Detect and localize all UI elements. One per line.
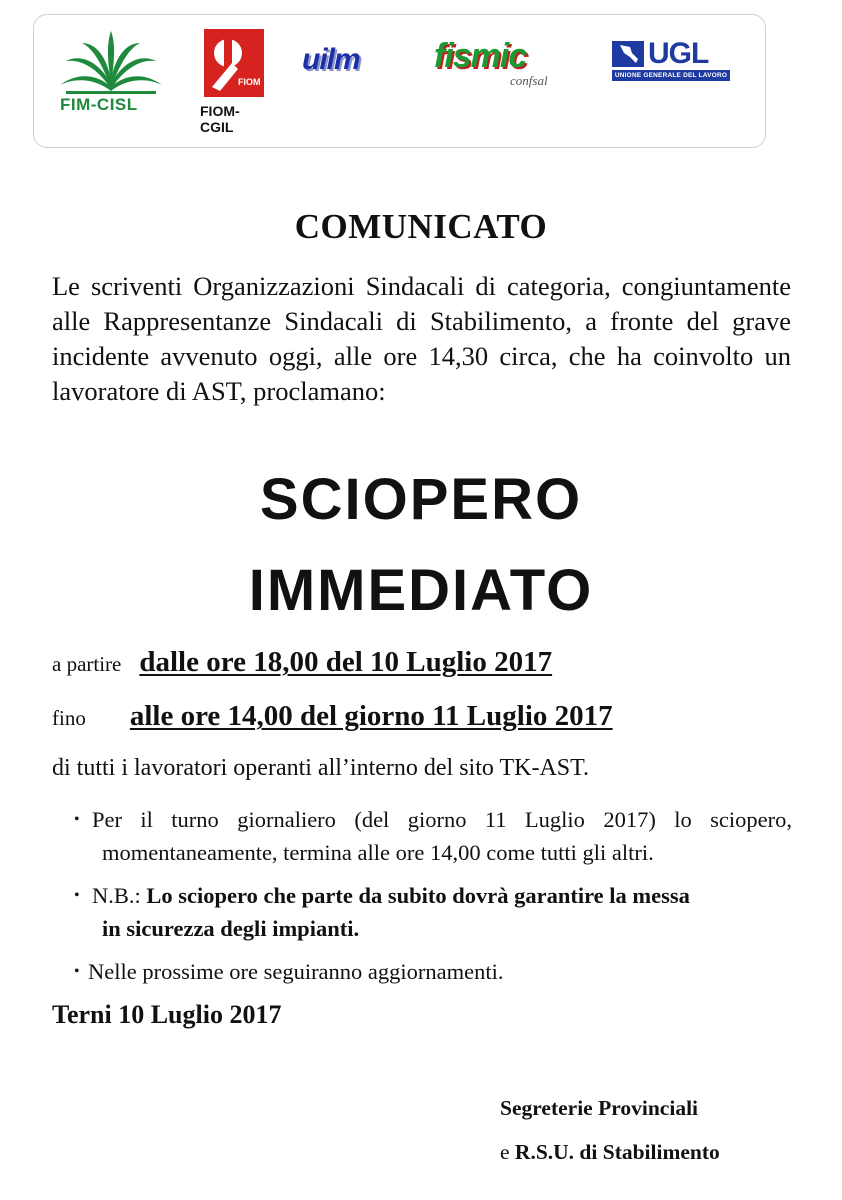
signature-prefix: e — [500, 1140, 510, 1164]
nb-text-line2: in sicurezza degli impianti. — [102, 916, 360, 941]
ugl-label: UGL — [648, 37, 709, 70]
end-prefix: fino — [52, 706, 86, 730]
bullet-dot-icon: • — [74, 963, 80, 980]
uilm-logo — [296, 41, 406, 91]
document-title: COMUNICATO — [294, 207, 548, 246]
end-value: alle ore 14,00 del giorno 11 Luglio 2017 — [129, 700, 613, 732]
signature-line2 — [500, 1140, 720, 1165]
start-value: dalle ore 18,00 del 10 Luglio 2017 — [139, 646, 553, 678]
fismic-label: fismic — [434, 37, 527, 75]
ugl-logo — [612, 39, 732, 91]
fiom-badge-text: FIOM — [238, 77, 261, 87]
strike-heading-line1: SCIOPERO — [259, 467, 583, 532]
strike-heading-line2: IMMEDIATO — [248, 558, 594, 623]
bullet-dot-icon: • — [74, 887, 80, 904]
workers-scope-text: di tutti i lavoratori operanti all’interno del sito TK-AST. — [52, 755, 589, 781]
fim-cisl-logo — [56, 29, 166, 119]
start-time-line — [52, 646, 552, 679]
end-time-line — [52, 700, 613, 733]
fismic-logo — [432, 37, 582, 97]
signature-rsu: R.S.U. di Stabilimento — [514, 1140, 720, 1164]
fim-flower-icon — [56, 29, 166, 99]
bullet-nb-line1 — [74, 879, 792, 912]
signature-line1: Segreterie Provinciali — [500, 1096, 699, 1120]
italy-map-icon — [612, 39, 646, 69]
nb-label: N.B.: — [92, 883, 141, 908]
bullet-dot-icon: • — [74, 811, 80, 828]
union-logos-panel — [33, 14, 766, 148]
uilm-label: uilm — [302, 43, 360, 76]
ugl-strip-label: UNIONE GENERALE DEL LAVORO — [612, 70, 730, 81]
bullet-shift-line2: momentaneamente, termina alle ore 14,00 come tutti gli altri. — [102, 840, 654, 865]
nb-text-line1: Lo sciopero che parte da subito dovrà garantire la messa — [146, 883, 690, 908]
bullet-updates-text: Nelle prossime ore seguiranno aggiornamenti. — [88, 959, 504, 984]
fiom-cgil-label: FIOM-CGIL — [200, 103, 240, 135]
place-date: Terni 10 Luglio 2017 — [52, 1000, 282, 1029]
fiom-badge-icon — [202, 27, 266, 99]
fismic-confsal-label: confsal — [510, 73, 548, 88]
bullet-item-nb — [74, 879, 792, 945]
start-prefix: a partire — [52, 652, 122, 676]
bullet-item-shift — [74, 803, 792, 869]
intro-paragraph: Le scriventi Organizzazioni Sindacali di categoria, congiuntamente alle Rappresentanze Sindacali di Stabilimento, a fronte del grave incidente avvenuto oggi, alle ore 14,30 circa, che ha coinvolto un lavoratore di AST, proclamano: — [52, 271, 791, 406]
bullet-item-updates — [74, 955, 792, 988]
fiom-cgil-logo — [200, 27, 266, 135]
bullet-shift-line1: Per il turno giornaliero (del giorno 11 Luglio 2017) lo sciopero, — [92, 807, 792, 832]
fim-cisl-label: FIM-CISL — [60, 95, 138, 114]
